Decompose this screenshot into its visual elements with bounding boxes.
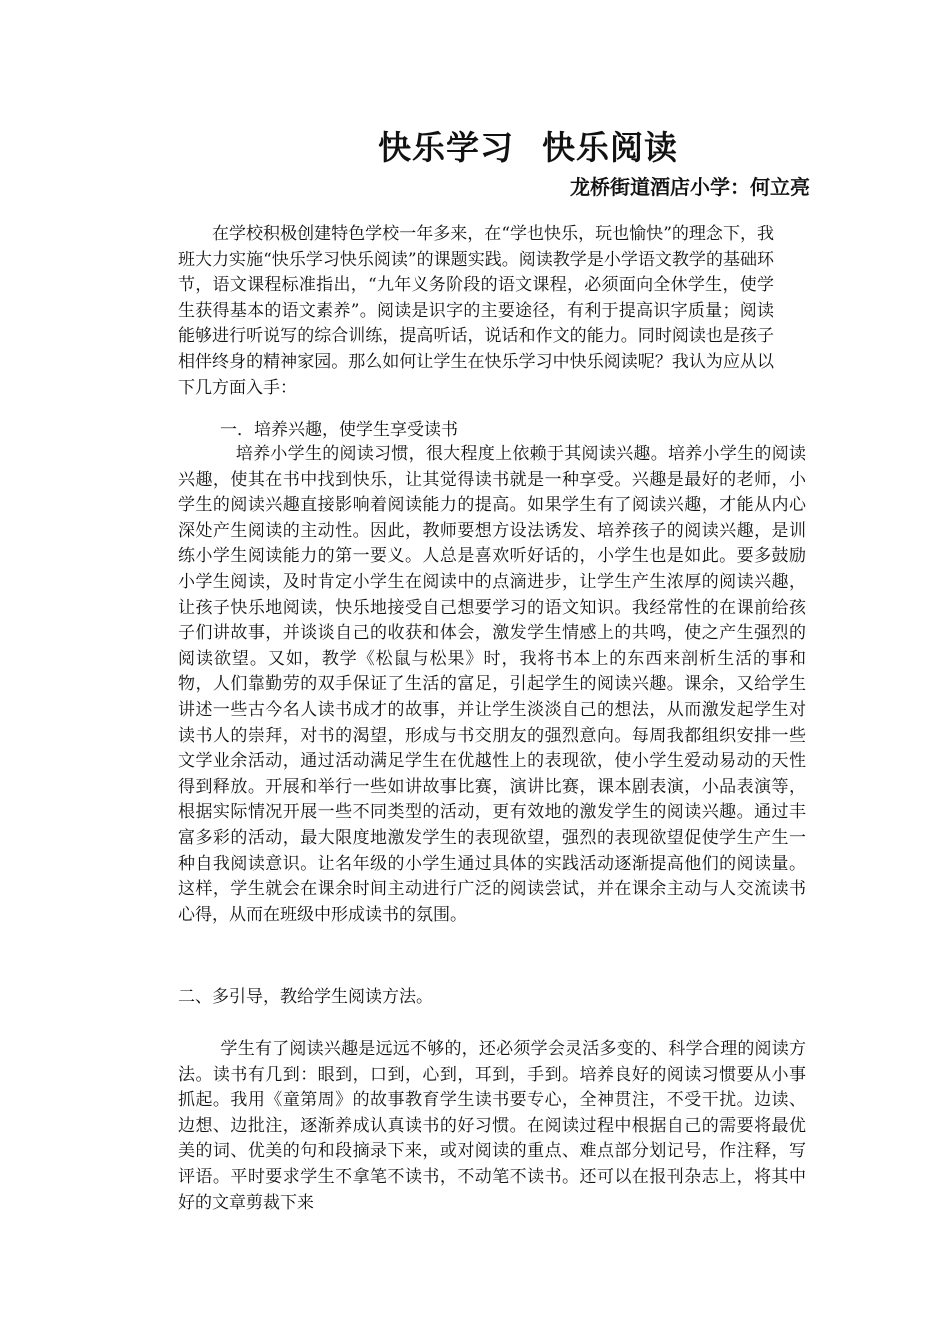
document-title: [0, 126, 950, 170]
title-part-1: 快乐学习: [378, 128, 514, 167]
section-1-heading: 一．培养兴趣，使学生享受读书: [220, 420, 458, 440]
intro-paragraph: 在学校积极创建特色学校一年多来，在“学也快乐，玩也愉快”的理念下，我班大力实施“快乐学习快乐阅读”的课题实践。阅读教学是小学语文教学的基础环节，语文课程标准指出，“九年义务阶段的语文课程，必须面向全休学生，使学生获得基本的语文素养”。阅读是识字的主要途径，有利于提高识字质量；阅读能够进行听说写的综合训练，提高听话，说话和作文的能力。同时阅读也是孩子相伴终身的精神家园。那么如何让学生在快乐学习中快乐阅读呢？我认为应从以下几方面入手：: [178, 224, 774, 398]
title-part-2: 快乐阅读: [542, 128, 678, 167]
section-2-heading: 二、多引导，教给学生阅读方法。: [178, 987, 433, 1007]
section-1-paragraph: 培养小学生的阅读习惯，很大程度上依赖于其阅读兴趣。培养小学生的阅读兴趣，使其在书中找到快乐，让其觉得读书就是一种享受。兴趣是最好的老师，小学生的阅读兴趣直接影响着阅读能力的提高。如果学生有了阅读兴趣，才能从内心深处产生阅读的主动性。因此，教师要想方设法诱发、培养孩子的阅读兴趣，是训练小学生阅读能力的第一要义。人总是喜欢听好话的，小学生也是如此。要多鼓励小学生阅读，及时肯定小学生在阅读中的点滴进步，让学生产生浓厚的阅读兴趣，让孩子快乐地阅读，快乐地接受自己想要学习的语文知识。我经常性的在课前给孩子们讲故事，并谈谈自己的收获和体会，激发学生情感上的共鸣，使之产生强烈的阅读欲望。又如，教学《松鼠与松果》时，我将书本上的东西来剖析生活的事和物，人们靠勤劳的双手保证了生活的富足，引起学生的阅读兴趣。课余，又给学生讲述一些古今名人读书成才的故事，并让学生淡淡自己的想法，从而激发起学生对读书人的崇拜，对书的渴望，形成与书交朋友的强烈意向。每周我都组织安排一些文学业余活动，通过活动满足学生在优越性上的表现欲，使小学生爱动易动的天性得到释放。开展和举行一些如讲故事比赛，演讲比赛，课本剧表演，小品表演等，根据实际情况开展一些不同类型的活动，更有效地的激发学生的阅读兴趣。通过丰富多彩的活动，最大限度地激发学生的表现欲望，强烈的表现欲望促使学生产生一种自我阅读意识。让名年级的小学生通过具体的实践活动逐渐提高他们的阅读量。这样，学生就会在课余时间主动进行广泛的阅读尝试，并在课余主动与人交流读书心得，从而在班级中形成读书的氛围。: [178, 444, 806, 925]
author-line: 龙桥街道酒店小学：何立亮: [570, 175, 810, 199]
section-2-paragraph: 学生有了阅读兴趣是远远不够的，还必须学会灵活多变的、科学合理的阅读方法。读书有几到：眼到，口到，心到，耳到，手到。培养良好的阅读习惯要从小事抓起。我用《童第周》的故事教育学生读书要专心，全神贯注，不受干扰。边读、边想、边批注，逐渐养成认真读书的好习惯。在阅读过程中根据自己的需要将最优美的词、优美的句和段摘录下来，或对阅读的重点、难点部分划记号，作注释，写评语。平时要求学生不拿笔不读书，不动笔不读书。还可以在报刊杂志上，将其中好的文章剪裁下来: [178, 1039, 806, 1213]
